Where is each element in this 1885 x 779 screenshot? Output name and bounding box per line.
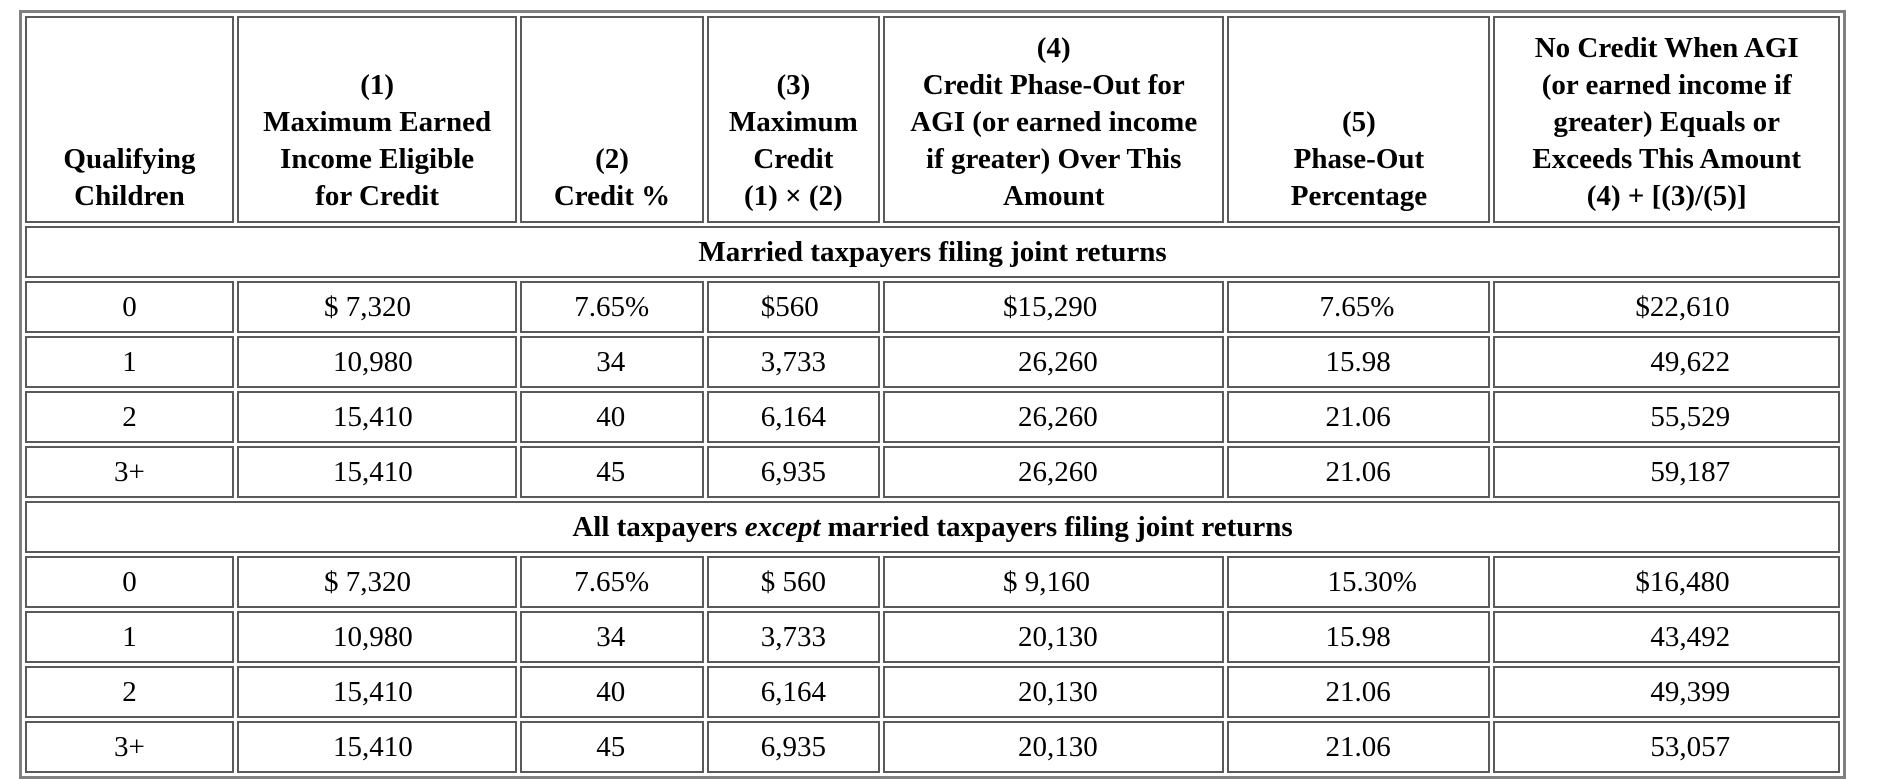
section-row-married-joint: [25, 226, 1840, 278]
header-credit-percent: [520, 16, 703, 223]
header-text: (1): [360, 69, 395, 101]
cell-no-credit-amount: $22,610: [1493, 281, 1840, 333]
header-maximum-credit: [707, 16, 880, 223]
cell-qualifying-children: 1: [25, 336, 234, 388]
section-title-text: All taxpayers: [572, 511, 745, 543]
cell-qualifying-children: 3+: [25, 446, 234, 498]
header-text: Exceeds This Amount: [1532, 143, 1801, 175]
header-text: (4) + [(3)/(5)]: [1586, 180, 1747, 212]
eitc-table: [19, 10, 1846, 779]
cell-max-earned-income: 15,410: [237, 446, 517, 498]
header-max-earned-income: [237, 16, 517, 223]
section-title: [25, 501, 1840, 553]
cell-phase-out-threshold: $15,290: [883, 281, 1224, 333]
header-text: Credit Phase-Out for: [922, 69, 1185, 101]
header-text: (5): [1342, 106, 1376, 138]
cell-no-credit-amount: 55,529: [1493, 391, 1840, 443]
cell-maximum-credit: 6,164: [707, 391, 880, 443]
cell-max-earned-income: 10,980: [237, 611, 517, 663]
cell-credit-percent: 34: [520, 611, 703, 663]
cell-maximum-credit: 3,733: [707, 336, 880, 388]
cell-no-credit-amount: 49,622: [1493, 336, 1840, 388]
cell-qualifying-children: 1: [25, 611, 234, 663]
header-text: if greater) Over This: [926, 143, 1182, 175]
header-text: Income Eligible: [280, 143, 475, 175]
cell-credit-percent: 40: [520, 666, 703, 718]
cell-qualifying-children: 2: [25, 666, 234, 718]
cell-max-earned-income: $ 7,320: [237, 556, 517, 608]
header-text: greater) Equals or: [1553, 106, 1780, 138]
cell-phase-out-threshold: 26,260: [883, 336, 1224, 388]
cell-phase-out-percentage: 15.98: [1227, 611, 1490, 663]
table-row: [25, 556, 1840, 608]
cell-no-credit-amount: 53,057: [1493, 721, 1840, 773]
table-row: [25, 391, 1840, 443]
header-phase-out-threshold: [883, 16, 1224, 223]
cell-no-credit-amount: $16,480: [1493, 556, 1840, 608]
header-text: (or earned income if: [1541, 69, 1792, 101]
cell-phase-out-percentage: 21.06: [1227, 721, 1490, 773]
cell-phase-out-threshold: 26,260: [883, 446, 1224, 498]
header-text: Amount: [1002, 180, 1105, 212]
cell-credit-percent: 45: [520, 446, 703, 498]
section-row-all-except-married-joint: [25, 501, 1840, 553]
cell-maximum-credit: $560: [707, 281, 880, 333]
header-text: No Credit When AGI: [1534, 32, 1799, 64]
section-title-text: married taxpayers filing joint returns: [820, 511, 1293, 543]
header-text: Children: [74, 180, 185, 212]
cell-max-earned-income: $ 7,320: [237, 281, 517, 333]
cell-phase-out-percentage: 21.06: [1227, 391, 1490, 443]
header-text: AGI (or earned income: [910, 106, 1198, 138]
cell-credit-percent: 7.65%: [520, 281, 703, 333]
section-title-emphasis: except: [744, 511, 821, 543]
cell-maximum-credit: 6,935: [707, 721, 880, 773]
table-row: [25, 611, 1840, 663]
header-text: (3): [776, 69, 811, 101]
header-text: Qualifying: [63, 143, 196, 175]
cell-maximum-credit: 6,164: [707, 666, 880, 718]
cell-max-earned-income: 15,410: [237, 666, 517, 718]
cell-phase-out-percentage: 21.06: [1227, 666, 1490, 718]
cell-phase-out-threshold: $ 9,160: [883, 556, 1224, 608]
cell-no-credit-amount: 59,187: [1493, 446, 1840, 498]
header-qualifying-children: [25, 16, 234, 223]
header-text: Percentage: [1290, 180, 1428, 212]
header-text: Phase-Out: [1293, 143, 1425, 175]
cell-max-earned-income: 15,410: [237, 391, 517, 443]
cell-phase-out-percentage: 7.65%: [1227, 281, 1490, 333]
header-text: Maximum: [728, 106, 858, 138]
table-body: [25, 226, 1840, 773]
cell-phase-out-threshold: 20,130: [883, 666, 1224, 718]
cell-maximum-credit: 3,733: [707, 611, 880, 663]
header-text: Maximum Earned: [263, 106, 492, 138]
header-text: (4): [1036, 32, 1071, 64]
cell-credit-percent: 7.65%: [520, 556, 703, 608]
header-row: [25, 16, 1840, 223]
cell-qualifying-children: 3+: [25, 721, 234, 773]
cell-credit-percent: 45: [520, 721, 703, 773]
cell-phase-out-threshold: 20,130: [883, 611, 1224, 663]
cell-max-earned-income: 10,980: [237, 336, 517, 388]
table-row: [25, 666, 1840, 718]
cell-phase-out-percentage: 15.98: [1227, 336, 1490, 388]
cell-qualifying-children: 0: [25, 281, 234, 333]
header-phase-out-percentage: [1227, 16, 1490, 223]
cell-max-earned-income: 15,410: [237, 721, 517, 773]
header-text: Credit: [753, 143, 834, 175]
cell-no-credit-amount: 43,492: [1493, 611, 1840, 663]
table-header: [25, 16, 1840, 223]
cell-phase-out-threshold: 20,130: [883, 721, 1224, 773]
cell-maximum-credit: $ 560: [707, 556, 880, 608]
cell-phase-out-threshold: 26,260: [883, 391, 1224, 443]
cell-credit-percent: 40: [520, 391, 703, 443]
table-row: [25, 446, 1840, 498]
section-title: [25, 226, 1840, 278]
cell-phase-out-percentage: 15.30%: [1227, 556, 1490, 608]
header-text: (1) × (2): [744, 180, 843, 212]
header-text: for Credit: [315, 180, 439, 212]
eitc-table-container: [19, 10, 1846, 779]
table-row: [25, 721, 1840, 773]
header-no-credit-amount: [1493, 16, 1840, 223]
table-row: [25, 281, 1840, 333]
cell-qualifying-children: 2: [25, 391, 234, 443]
cell-no-credit-amount: 49,399: [1493, 666, 1840, 718]
header-text: (2): [595, 143, 629, 175]
section-title-text: Married taxpayers filing joint returns: [698, 236, 1167, 268]
header-text: Credit %: [553, 180, 671, 212]
cell-credit-percent: 34: [520, 336, 703, 388]
cell-qualifying-children: 0: [25, 556, 234, 608]
cell-maximum-credit: 6,935: [707, 446, 880, 498]
table-row: [25, 336, 1840, 388]
cell-phase-out-percentage: 21.06: [1227, 446, 1490, 498]
